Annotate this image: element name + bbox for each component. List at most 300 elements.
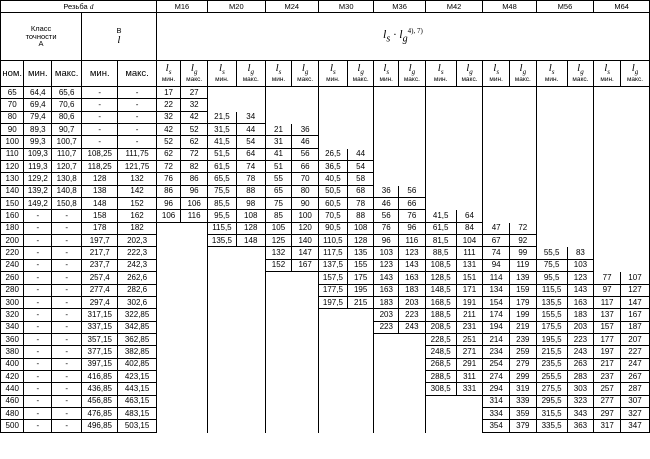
value-cell: -: [82, 124, 118, 136]
value-cell: [156, 346, 181, 358]
value-cell: 77: [594, 272, 621, 284]
value-cell: 42: [181, 111, 208, 123]
value-cell: 109,3: [24, 148, 52, 160]
value-cell: 114: [483, 272, 510, 284]
value-cell: 297,4: [82, 296, 118, 308]
table-row: [1, 173, 650, 185]
nominal-length-cell: 480: [1, 407, 24, 419]
ls-symbol: $l_s$: [604, 62, 611, 77]
value-cell: [236, 407, 265, 419]
value-cell: 105: [265, 222, 292, 234]
value-cell: [347, 358, 374, 370]
value-cell: [483, 210, 510, 222]
max-label: макс.: [403, 76, 420, 84]
value-cell: 242,3: [118, 259, 156, 271]
value-cell: 96: [156, 198, 181, 210]
value-cell: 287: [620, 383, 649, 395]
value-cell: [265, 370, 292, 382]
value-cell: 379: [509, 420, 536, 432]
nominal-length-cell: 120: [1, 161, 24, 173]
value-cell: 483,15: [118, 407, 156, 419]
nominal-length-cell: 80: [1, 111, 24, 123]
value-cell: 135,5: [208, 235, 237, 247]
col-nom: ном.: [1, 61, 24, 87]
nominal-length-cell: 240: [1, 259, 24, 271]
ls-symbol: $l_s$: [383, 62, 390, 77]
value-cell: 60,5: [318, 198, 347, 210]
value-cell: [318, 358, 347, 370]
value-cell: [318, 383, 347, 395]
value-cell: [374, 148, 399, 160]
value-cell: 323: [567, 395, 594, 407]
value-cell: [594, 136, 621, 148]
value-cell: [620, 247, 649, 259]
value-cell: [620, 259, 649, 271]
value-cell: [374, 383, 399, 395]
value-cell: [236, 333, 265, 345]
value-cell: 44: [347, 148, 374, 160]
value-cell: [620, 210, 649, 222]
value-cell: [399, 383, 426, 395]
value-cell: [536, 173, 567, 185]
value-cell: [208, 358, 237, 370]
value-cell: 322,85: [118, 309, 156, 321]
value-cell: 247: [620, 358, 649, 370]
value-cell: [536, 210, 567, 222]
value-cell: 263: [567, 358, 594, 370]
value-cell: [620, 235, 649, 247]
value-cell: 88: [347, 210, 374, 222]
value-cell: 362,85: [118, 333, 156, 345]
value-cell: 187: [620, 321, 649, 333]
value-cell: 202,3: [118, 235, 156, 247]
value-cell: 283: [567, 370, 594, 382]
value-cell: 167: [620, 309, 649, 321]
value-cell: 97: [594, 284, 621, 296]
value-cell: 291: [456, 358, 483, 370]
value-cell: 308,5: [425, 383, 456, 395]
lg-symbol: $l_g$: [408, 62, 416, 77]
ls-symbol: $l_s$: [548, 62, 555, 77]
ls-column-header: [265, 61, 292, 87]
value-cell: -: [52, 407, 82, 419]
value-cell: [374, 161, 399, 173]
nominal-length-cell: 100: [1, 136, 24, 148]
min-label: мин.: [215, 76, 229, 84]
value-cell: -: [82, 87, 118, 99]
value-cell: 211: [456, 309, 483, 321]
nominal-length-cell: 380: [1, 346, 24, 358]
value-cell: 56: [292, 148, 319, 160]
thread-column-header: M16: [156, 1, 207, 13]
value-cell: 85,5: [208, 198, 237, 210]
value-cell: 70,6: [52, 99, 82, 111]
value-cell: [483, 148, 510, 160]
value-cell: 163: [374, 284, 399, 296]
value-cell: 121,75: [118, 161, 156, 173]
value-cell: 197,5: [318, 296, 347, 308]
value-cell: 347: [620, 420, 649, 432]
value-cell: 354: [483, 420, 510, 432]
value-cell: [292, 420, 319, 432]
value-cell: 138: [82, 185, 118, 197]
value-cell: 277: [594, 395, 621, 407]
value-cell: [347, 420, 374, 432]
value-cell: 17: [156, 87, 181, 99]
value-cell: 139: [509, 272, 536, 284]
value-cell: 64,4: [24, 87, 52, 99]
value-cell: 128: [236, 222, 265, 234]
table-row: [1, 222, 650, 234]
value-cell: 99,3: [24, 136, 52, 148]
value-cell: 21: [265, 124, 292, 136]
value-cell: 72: [509, 222, 536, 234]
nominal-length-cell: 180: [1, 222, 24, 234]
value-cell: -: [52, 235, 82, 247]
value-cell: [156, 284, 181, 296]
value-cell: [265, 383, 292, 395]
ls-column-header: [374, 61, 399, 87]
value-cell: 259: [509, 346, 536, 358]
value-cell: 79,4: [24, 111, 52, 123]
value-cell: 271: [456, 346, 483, 358]
ls-symbol: $l_s$: [493, 62, 500, 77]
value-cell: 168,5: [425, 296, 456, 308]
value-cell: 76: [374, 222, 399, 234]
value-cell: 288,5: [425, 370, 456, 382]
value-cell: [594, 87, 621, 99]
value-cell: 95,5: [208, 210, 237, 222]
value-cell: -: [24, 309, 52, 321]
value-cell: [265, 284, 292, 296]
value-cell: 42: [156, 124, 181, 136]
lg-column-header: [509, 61, 536, 87]
value-cell: 203: [567, 321, 594, 333]
value-cell: [347, 395, 374, 407]
value-cell: [456, 136, 483, 148]
value-cell: [567, 148, 594, 160]
value-cell: [620, 124, 649, 136]
ls-column-header: [536, 61, 567, 87]
thread-column-header: M36: [374, 1, 425, 13]
min-label: мин.: [433, 76, 448, 84]
value-cell: 56: [374, 210, 399, 222]
value-cell: [425, 124, 456, 136]
value-cell: [292, 346, 319, 358]
value-cell: 69,4: [24, 99, 52, 111]
ls-column-header: [483, 61, 510, 87]
nominal-length-cell: 70: [1, 99, 24, 111]
value-cell: -: [52, 333, 82, 345]
nominal-length-cell: 220: [1, 247, 24, 259]
value-cell: -: [52, 259, 82, 271]
value-cell: [265, 321, 292, 333]
nominal-length-cell: 280: [1, 284, 24, 296]
max-label: макс.: [514, 76, 531, 84]
value-cell: 277,4: [82, 284, 118, 296]
value-cell: [620, 173, 649, 185]
value-cell: [181, 346, 208, 358]
value-cell: [265, 296, 292, 308]
table-row: [1, 333, 650, 345]
value-cell: [456, 395, 483, 407]
value-cell: [483, 185, 510, 197]
value-cell: [456, 87, 483, 99]
value-cell: [425, 395, 456, 407]
table-row: [1, 309, 650, 321]
value-cell: 302,6: [118, 296, 156, 308]
value-cell: [156, 222, 181, 234]
value-cell: 343: [567, 407, 594, 419]
value-cell: [181, 284, 208, 296]
value-cell: [208, 99, 237, 111]
value-cell: 382,85: [118, 346, 156, 358]
value-cell: 123: [399, 247, 426, 259]
value-cell: 128: [82, 173, 118, 185]
value-cell: [236, 321, 265, 333]
value-cell: [181, 247, 208, 259]
value-cell: [208, 370, 237, 382]
value-cell: 137,5: [318, 259, 347, 271]
lg-symbol: $l_g$: [519, 62, 527, 77]
min-label: мин.: [271, 76, 286, 84]
value-cell: [425, 420, 456, 432]
value-cell: [509, 124, 536, 136]
ls-symbol: $l_s$: [437, 62, 444, 77]
value-cell: 335,5: [536, 420, 567, 432]
value-cell: 274: [483, 370, 510, 382]
value-cell: 74: [236, 161, 265, 173]
value-cell: [456, 198, 483, 210]
value-cell: [156, 333, 181, 345]
value-cell: [292, 333, 319, 345]
value-cell: [567, 222, 594, 234]
value-cell: [620, 87, 649, 99]
value-cell: [181, 321, 208, 333]
value-cell: 74: [483, 247, 510, 259]
value-cell: 106: [156, 210, 181, 222]
value-cell: [265, 420, 292, 432]
value-cell: 152: [118, 198, 156, 210]
value-cell: 36,5: [318, 161, 347, 173]
value-cell: 359: [509, 407, 536, 419]
nominal-length-cell: 400: [1, 358, 24, 370]
value-cell: [567, 111, 594, 123]
value-cell: [425, 185, 456, 197]
value-cell: [425, 99, 456, 111]
value-cell: 64: [236, 148, 265, 160]
value-cell: 62: [156, 148, 181, 160]
value-cell: [399, 346, 426, 358]
table-row: [1, 124, 650, 136]
thread-column-header: M20: [208, 1, 266, 13]
value-cell: 55: [265, 173, 292, 185]
value-cell: [347, 87, 374, 99]
value-cell: [265, 395, 292, 407]
min-label: мин.: [161, 76, 176, 84]
value-cell: 282,6: [118, 284, 156, 296]
value-cell: 115,5: [208, 222, 237, 234]
min-label: мин.: [544, 76, 559, 84]
value-cell: [156, 383, 181, 395]
value-cell: [374, 358, 399, 370]
value-cell: [208, 296, 237, 308]
table-row: [1, 148, 650, 160]
nominal-length-cell: 65: [1, 87, 24, 99]
value-cell: 90,7: [52, 124, 82, 136]
lg-symbol: $l_g$: [466, 62, 473, 77]
table-row: [1, 395, 650, 407]
value-cell: 195: [347, 284, 374, 296]
value-cell: [208, 247, 237, 259]
value-cell: [156, 407, 181, 419]
value-cell: 110,5: [318, 235, 347, 247]
nominal-length-cell: 90: [1, 124, 24, 136]
value-cell: -: [24, 333, 52, 345]
value-cell: [347, 136, 374, 148]
value-cell: [236, 247, 265, 259]
value-cell: -: [24, 321, 52, 333]
value-cell: 163: [399, 272, 426, 284]
value-cell: -: [82, 111, 118, 123]
lg-column-header: [236, 61, 265, 87]
value-cell: 175: [347, 272, 374, 284]
value-cell: 116: [181, 210, 208, 222]
value-cell: [156, 370, 181, 382]
value-cell: 51: [265, 161, 292, 173]
value-cell: [374, 346, 399, 358]
value-cell: 342,85: [118, 321, 156, 333]
value-cell: 104: [456, 235, 483, 247]
value-cell: -: [24, 407, 52, 419]
value-cell: 52: [156, 136, 181, 148]
value-cell: [594, 210, 621, 222]
value-cell: [208, 272, 237, 284]
value-cell: [425, 161, 456, 173]
value-cell: 183: [399, 284, 426, 296]
value-cell: 262,6: [118, 272, 156, 284]
min-label: мин.: [326, 76, 340, 84]
value-cell: [347, 333, 374, 345]
value-cell: 208,5: [425, 321, 456, 333]
value-cell: [567, 198, 594, 210]
value-cell: 314: [483, 395, 510, 407]
value-cell: [567, 161, 594, 173]
value-cell: 88,5: [425, 247, 456, 259]
nominal-length-cell: 150: [1, 198, 24, 210]
value-cell: [425, 148, 456, 160]
value-cell: 61,5: [425, 222, 456, 234]
value-cell: [594, 185, 621, 197]
max-label: макс.: [626, 76, 643, 84]
value-cell: 70,5: [318, 210, 347, 222]
ls-column-header: [318, 61, 347, 87]
value-cell: [318, 87, 347, 99]
value-cell: 163: [567, 296, 594, 308]
value-cell: 31: [265, 136, 292, 148]
lg-column-header: [347, 61, 374, 87]
value-cell: [236, 358, 265, 370]
value-cell: 65: [265, 185, 292, 197]
value-cell: 66: [399, 198, 426, 210]
value-cell: 303: [567, 383, 594, 395]
value-cell: -: [52, 284, 82, 296]
thread-column-header: M30: [318, 1, 373, 13]
value-cell: [208, 407, 237, 419]
nominal-length-cell: 140: [1, 185, 24, 197]
value-cell: 86: [181, 173, 208, 185]
value-cell: 197,7: [82, 235, 118, 247]
max-label: макс.: [461, 76, 478, 84]
value-cell: 227: [620, 346, 649, 358]
value-cell: [181, 370, 208, 382]
value-cell: 125: [265, 235, 292, 247]
value-cell: [456, 161, 483, 173]
value-cell: 148: [82, 198, 118, 210]
value-cell: 299: [509, 370, 536, 382]
value-cell: -: [52, 395, 82, 407]
value-cell: [347, 124, 374, 136]
thread-column-header: M42: [425, 1, 483, 13]
value-cell: 65,5: [208, 173, 237, 185]
value-cell: 148: [236, 235, 265, 247]
value-cell: [399, 136, 426, 148]
lg-column-header: [567, 61, 594, 87]
value-cell: [347, 99, 374, 111]
value-cell: -: [52, 370, 82, 382]
value-cell: [594, 173, 621, 185]
value-cell: [536, 198, 567, 210]
value-cell: [208, 284, 237, 296]
value-cell: [292, 407, 319, 419]
value-cell: [236, 309, 265, 321]
value-cell: 159: [509, 284, 536, 296]
value-cell: 132: [118, 173, 156, 185]
table-row: [1, 247, 650, 259]
thread-column-header: M64: [594, 1, 650, 13]
value-cell: [399, 370, 426, 382]
max-label: макс.: [297, 76, 314, 84]
value-cell: 397,15: [82, 358, 118, 370]
value-cell: 503,15: [118, 420, 156, 432]
value-cell: [156, 296, 181, 308]
value-cell: 41,5: [208, 136, 237, 148]
value-cell: 119: [509, 259, 536, 271]
min-label: мин.: [379, 76, 393, 84]
value-cell: [181, 383, 208, 395]
table-row: [1, 284, 650, 296]
value-cell: 115,5: [536, 284, 567, 296]
value-cell: [567, 210, 594, 222]
value-cell: 26,5: [318, 148, 347, 160]
value-cell: 194: [483, 321, 510, 333]
ls-column-header: [425, 61, 456, 87]
value-cell: [236, 272, 265, 284]
value-cell: [374, 111, 399, 123]
value-cell: [567, 235, 594, 247]
value-cell: [567, 136, 594, 148]
value-cell: 234: [483, 346, 510, 358]
value-cell: [509, 136, 536, 148]
value-cell: 255,5: [536, 370, 567, 382]
value-cell: 67: [483, 235, 510, 247]
value-cell: [181, 407, 208, 419]
value-cell: [265, 87, 292, 99]
value-cell: -: [24, 259, 52, 271]
value-cell: 75,5: [536, 259, 567, 271]
value-cell: [536, 136, 567, 148]
value-cell: 135: [347, 247, 374, 259]
